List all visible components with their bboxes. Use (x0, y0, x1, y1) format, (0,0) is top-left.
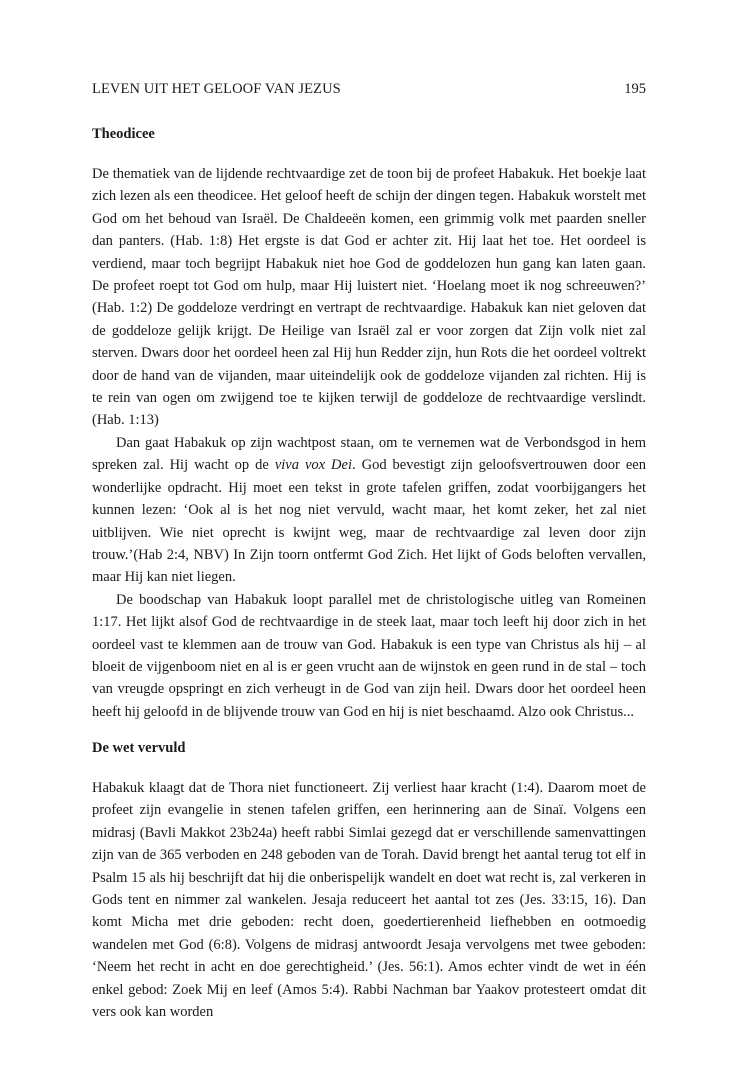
paragraph-text-before: Dan gaat Habakuk op zijn wachtpost staan, om te vernemen wat de Verbondsgod in hem spreken zal. Hij wacht op de (92, 434, 646, 474)
section-heading: Theodicee (92, 126, 155, 142)
page-number: 195 (624, 81, 646, 97)
section-de-wet-vervuld (92, 738, 646, 1023)
latin-phrase: viva vox Dei (274, 457, 352, 474)
section-heading: De wet vervuld (92, 740, 186, 756)
paragraph-text-after: . God bevestigt zijn geloofsvertrouwen door een wonderlijke opdracht. Hij moet een tekst in grote tafelen griffen, zodat voorbijgangers het kunnen lezen: ‘Ook al is het nog niet vervuld, wacht maar, het komt zeker, het zal niet uitblijven. Wie niet oprecht is kwijnt weg, maar de rechtvaardige zal leven door zijn trouw.’(Hab 2:4, NBV) In Zijn toorn ontfermt God Zich. Het lijkt of Gods beloften vervallen, maar Hij kan niet liegen. (92, 457, 646, 586)
paragraph (92, 432, 646, 589)
paragraph: Habakuk klaagt dat de Thora niet functioneert. Zij verliest haar kracht (1:4). Daarom moet de profeet zijn evangelie in stenen tafelen griffen, een herinnering aan de Sinaï. Volgens een midrasj (Bavli Makkot 23b24a) heeft rabbi Simlai gezegd dat er verschillende samenvattingen zijn van de 365 verboden en 248 geboden van de Torah. David brengt het aantal terug tot elf in Psalm 15 als hij beschrijft dat hij die onberispelijk wandelt en doet wat recht is, zal verkeren in Gods tent en nimmer zal wankelen. Jesaja reduceert het aantal tot zes (Jes. 33:15, 16). Dan komt Micha met drie geboden: recht doen, goedertierenheid liefhebben en ootmoedig wandelen met God (6:8). Volgens de midrasj antwoordt Jesaja vervolgens met twee geboden: ‘Neem het recht in acht en doe gerechtigheid.’ (Jes. 56:1). Amos echter vindt de wet in één enkel gebod: Zoek Mij en leef (Amos 5:4). Rabbi Nachman bar Yaakov protesteert omdat dit vers ook kan worden (92, 780, 646, 1021)
section-theodicee (92, 124, 646, 723)
running-title: LEVEN UIT HET GELOOF VAN JEZUS (92, 81, 341, 97)
paragraph: De thematiek van de lijdende rechtvaardige zet de toon bij de profeet Habakuk. Het boekje laat zich lezen als een theodicee. Het geloof heeft de schijn der dingen tegen. Habakuk worstelt met God om het behoud van Israël. De Chaldeeën komen, een grimmig volk met paarden sneller dan panters. (Hab. 1:8) Het ergste is dat God er achter zit. Hij laat het toe. Het oordeel is verdiend, maar toch begrijpt Habakuk niet hoe God de goddelozen hun gang kan laten gaan. De profeet roept tot God om hulp, maar Hij luistert niet. ‘Hoelang moet ik nog schreeuwen?’ (Hab. 1:2) De goddeloze verdringt en vertrapt de rechtvaardige. Habakuk kan niet geloven dat de goddeloze gelijk krijgt. De Heilige van Israël zal er voor zorgen dat Zijn volk niet zal sterven. Dwars door het oordeel heen zal Hij hun Redder zijn, hun Rots die het oordeel voltrekt door de hand van de vijanden, maar uiteindelijk ook de goddeloze vijanden zal richten. Hij is te rein van ogen om zwijgend toe te kijken terwijl de goddeloze de rechtvaardige verslindt. (Hab. 1:13) (92, 166, 646, 429)
paragraph: De boodschap van Habakuk loopt parallel met de christologische uitleg van Romeinen 1:17. Het lijkt alsof God de rechtvaardige in de steek laat, maar toch leeft hij door zich in het oordeel vast te klemmen aan de trouw van God. Habakuk is een type van Christus als hij – al bloeit de vijgenboom niet en al is er geen vrucht aan de wijnstok en geen rund in de stal – toch van vreugde opspringt en zich verheugt in de God van zijn heil. Dwars door het oordeel heen heeft hij geloofd in de blijvende trouw van God en hij is niet beschaamd. Alzo ook Christus... (92, 591, 646, 720)
